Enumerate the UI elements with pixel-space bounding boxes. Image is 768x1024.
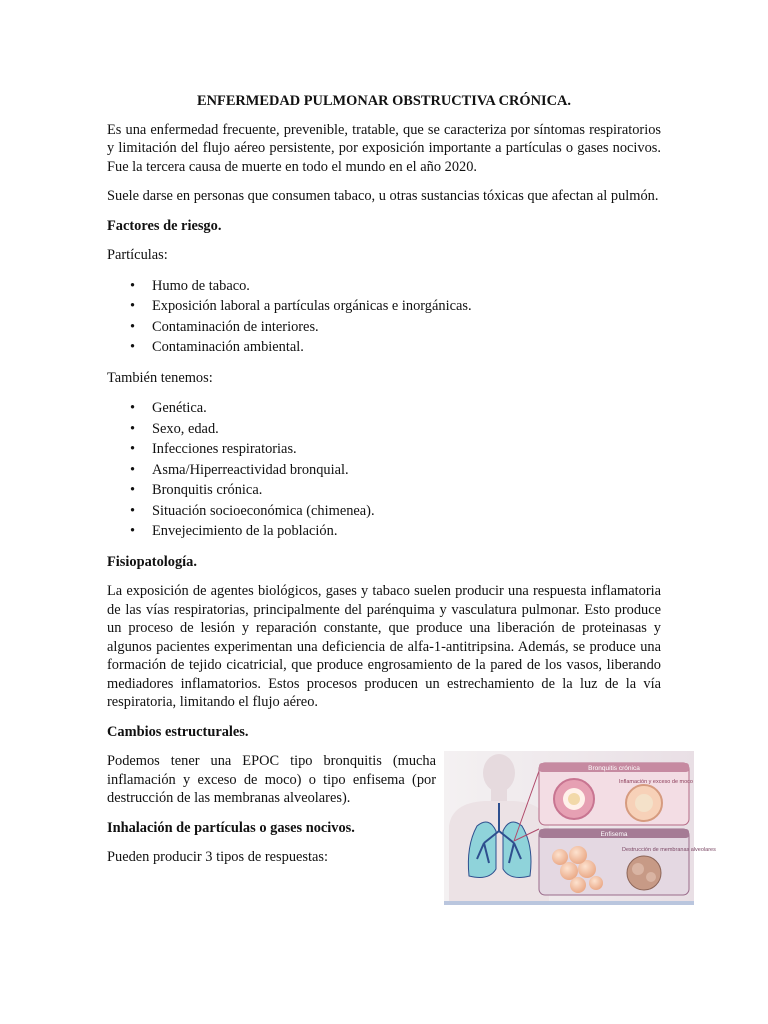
intro-paragraph-1: Es una enfermedad frecuente, prevenible, tratable, que se caracteriza por síntomas respiratorios y limitación del flujo aéreo persistente, por exposición importante a partículas o gases nocivos. Fue la tercera causa de muerte en todo el mundo en el año 2020. — [107, 121, 661, 175]
document-title: ENFERMEDAD PULMONAR OBSTRUCTIVA CRÓNICA. — [197, 93, 571, 109]
list-item: • Asma/Hiperreactividad bronquial. — [107, 460, 661, 481]
emphysema-title: Enfisema — [600, 831, 628, 838]
inhalation-paragraph: Pueden producir 3 tipos de respuestas: — [107, 849, 329, 865]
structural-changes-heading: Cambios estructurales. — [107, 723, 249, 740]
list-item: • Sexo, edad. — [107, 419, 661, 440]
inhalation-heading: Inhalación de partículas o gases nocivos. — [107, 819, 355, 836]
particles-list — [107, 276, 661, 358]
bronchitis-label: Inflamación y exceso de moco — [619, 779, 693, 785]
list-item: • Genética. — [107, 398, 661, 419]
physiopathology-heading: Fisiopatología. — [107, 553, 197, 570]
list-item: • Exposición laboral a partículas orgánicas e inorgánicas. — [107, 296, 661, 317]
list-item: • Infecciones respiratorias. — [107, 439, 661, 460]
figure-credit-line — [444, 901, 694, 905]
bronchitis-panel — [539, 763, 693, 825]
list-item: • Contaminación ambiental. — [107, 337, 661, 358]
document-page — [107, 92, 716, 878]
structural-section — [107, 752, 716, 867]
copd-illustration — [444, 751, 716, 909]
particles-label: Partículas: — [107, 247, 168, 263]
intro-paragraph-2: Suele darse en personas que consumen tabaco, u otras sustancias tóxicas que afectan al pulmón. — [107, 188, 659, 204]
list-item: • Bronquitis crónica. — [107, 480, 661, 501]
bronchitis-title: Bronquitis crónica — [588, 765, 640, 772]
structural-paragraph: Podemos tener una EPOC tipo bronquitis (mucha inflamación y exceso de moco) o tipo enfisema (por destrucción de las membranas alveolares). — [107, 753, 436, 806]
lungs-diagram — [444, 751, 716, 901]
also-label: También tenemos: — [107, 369, 213, 386]
list-item: • Humo de tabaco. — [107, 276, 661, 297]
emphysema-label: Destrucción de membranas alveolares — [622, 847, 716, 853]
list-item: • Envejecimiento de la población. — [107, 521, 661, 542]
other-factors-list — [107, 398, 661, 542]
physiopathology-paragraph: La exposición de agentes biológicos, gases y tabaco suelen producir una respuesta inflamatoria de las vías respiratorias, principalmente del parénquima y vasculatura pulmonar. Esto produce un proceso de lesión y reparación constante, que produce una liberación de proteinasas y algunos pacientes experimentan una deficiencia de alfa-1-antitripsina. Además, se produce una formación de tejido cicatricial, que produce engrosamiento de la pared de los vasos, liberando mediadores inflamatorios. Estos procesos producen un estrechamiento de la luz de la vía respiratoria, limitando el flujo aéreo. — [107, 583, 661, 710]
list-item: • Contaminación de interiores. — [107, 317, 661, 338]
risk-factors-heading: Factores de riesgo. — [107, 217, 222, 234]
list-item: • Situación socioeconómica (chimenea). — [107, 501, 661, 522]
